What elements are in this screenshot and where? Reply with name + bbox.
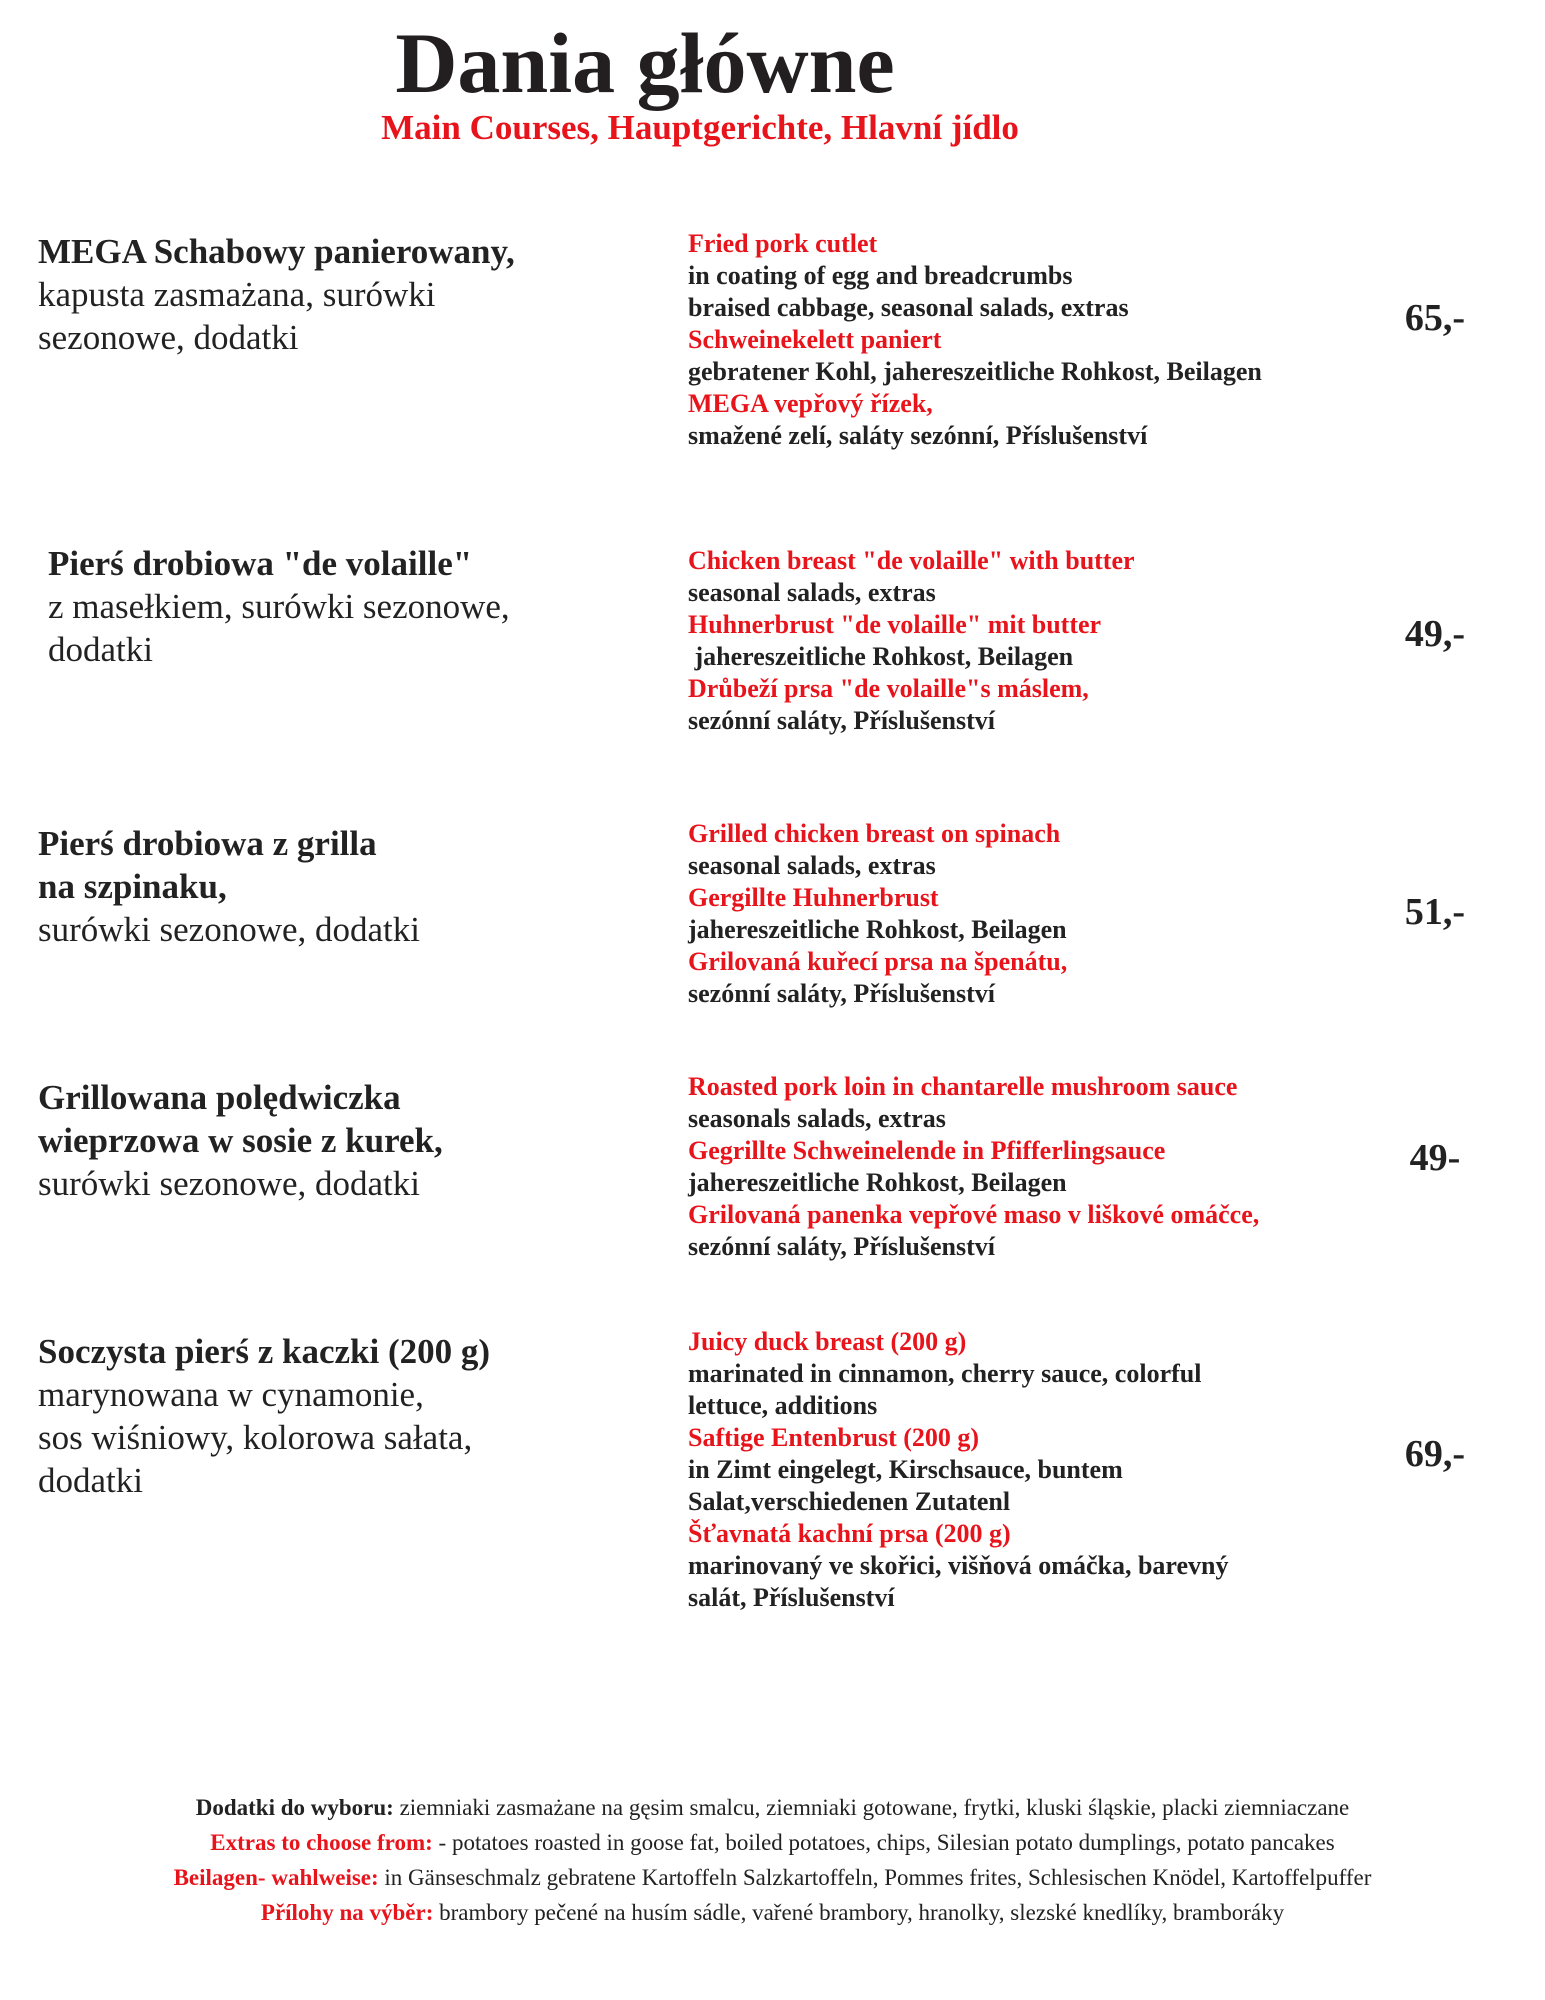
dish-name-pl-bold-line: Pierś drobiowa z grilla: [38, 824, 377, 863]
translation-name-line: Drůbeží prsa "de volaille"s máslem,: [688, 674, 1089, 703]
translation-desc-line: gebratener Kohl, jahereszeitliche Rohkost, Beilagen: [688, 357, 1262, 386]
extras-label: Extras to choose from:: [210, 1830, 433, 1855]
dish-name-pl: [38, 1076, 658, 1205]
dish-translations: [688, 228, 1328, 452]
translation-desc-line: in coating of egg and breadcrumbs: [688, 261, 1073, 290]
translation-name-line: Huhnerbrust "de volaille" mit butter: [688, 610, 1102, 639]
dish-name-pl-bold-line: MEGA Schabowy panierowany,: [38, 232, 515, 271]
dish-desc-pl-line: dodatki: [48, 630, 153, 669]
translation-desc-line: marinovaný ve skořici, višňová omáčka, barevný: [688, 1551, 1229, 1580]
dish-price: 49,-: [1404, 613, 1466, 655]
dish-name-pl-bold-line: Pierś drobiowa "de volaille": [48, 544, 473, 583]
dish-desc-pl-line: marynowana w cynamonie,: [38, 1375, 424, 1414]
dish-translations: [688, 545, 1328, 737]
dish-name-pl: [48, 542, 668, 671]
translation-desc-line: sezónní saláty, Příslušenství: [688, 1232, 995, 1261]
translation-desc-line: sezónní saláty, Příslušenství: [688, 706, 995, 735]
translation-name-line: Gergillte Huhnerbrust: [688, 883, 939, 912]
dish-price: 49-: [1409, 1137, 1461, 1179]
translation-desc-line: sezónní saláty, Příslušenství: [688, 979, 995, 1008]
dish-translations: [688, 1071, 1328, 1263]
translation-desc-line: seasonal salads, extras: [688, 578, 936, 607]
translation-name-line: Fried pork cutlet: [688, 229, 878, 258]
translation-name-line: Juicy duck breast (200 g): [688, 1327, 967, 1356]
extras-text: ziemniaki zasmażane na gęsim smalcu, ziemniaki gotowane, frytki, kluski śląskie, placki ziemniaczane: [393, 1795, 1350, 1820]
dish-name-pl: [38, 230, 658, 359]
dish-name-pl-bold-line: Soczysta pierś z kaczki (200 g): [38, 1332, 491, 1371]
translation-name-line: Šťavnatá kachní prsa (200 g): [688, 1519, 1011, 1548]
extras-label: Dodatki do wyboru:: [195, 1795, 394, 1820]
dish-desc-pl-line: z masełkiem, surówki sezonowe,: [48, 587, 510, 626]
extras-text: brambory pečené na husím sádle, vařené brambory, hranolky, slezské knedlíky, bramboráky: [433, 1900, 1285, 1925]
dish-price: 69,-: [1404, 1433, 1466, 1475]
extras-line: [0, 1860, 1545, 1895]
extras-text: in Gänseschmalz gebratene Kartoffeln Salzkartoffeln, Pommes frites, Schlesischen Knödel, Kartoffelpuffer: [378, 1865, 1372, 1890]
extras-label: Přílohy na výběr:: [260, 1900, 434, 1925]
translation-name-line: MEGA vepřový řízek,: [688, 389, 933, 418]
extras-line: [0, 1825, 1545, 1860]
dish-name-pl-bold-line: wieprzowa w sosie z kurek,: [38, 1121, 443, 1160]
translation-name-line: Roasted pork loin in chantarelle mushroom sauce: [688, 1072, 1238, 1101]
dish-desc-pl-line: kapusta zasmażana, surówki: [38, 275, 436, 314]
extras-text: - potatoes roasted in goose fat, boiled potatoes, chips, Silesian potato dumplings, potato pancakes: [432, 1830, 1335, 1855]
translation-desc-line: seasonals salads, extras: [688, 1104, 946, 1133]
page-title: Dania główne: [395, 15, 895, 111]
dish-name-pl-bold-line: Grillowana polędwiczka: [38, 1078, 401, 1117]
dish-desc-pl-line: sezonowe, dodatki: [38, 318, 299, 357]
translation-desc-line: seasonal salads, extras: [688, 851, 936, 880]
translation-desc-line: braised cabbage, seasonal salads, extras: [688, 293, 1129, 322]
dish-name-pl-bold-line: na szpinaku,: [38, 867, 227, 906]
translation-desc-line: smažené zelí, saláty sezónní, Příslušenství: [688, 421, 1148, 450]
translation-desc-line: in Zimt eingelegt, Kirschsauce, buntem: [688, 1455, 1123, 1484]
translation-name-line: Grilled chicken breast on spinach: [688, 819, 1061, 848]
translation-desc-line: salát, Příslušenství: [688, 1583, 895, 1612]
dish-desc-pl-line: surówki sezonowe, dodatki: [38, 910, 421, 949]
dish-name-pl: [38, 822, 658, 951]
dish-desc-pl-line: surówki sezonowe, dodatki: [38, 1164, 421, 1203]
dish-translations: [688, 818, 1328, 1010]
page-subtitle: Main Courses, Hauptgerichte, Hlavní jídlo: [381, 108, 1019, 147]
translation-desc-line: marinated in cinnamon, cherry sauce, colorful: [688, 1359, 1202, 1388]
dish-name-pl: [38, 1330, 658, 1502]
extras-line: [0, 1895, 1545, 1930]
translation-name-line: Chicken breast "de volaille" with butter: [688, 546, 1135, 575]
translation-name-line: Grilovaná kuřecí prsa na špenátu,: [688, 947, 1068, 976]
extras-line: [0, 1790, 1545, 1825]
translation-desc-line: Salat,verschiedenen Zutatenl: [688, 1487, 1011, 1516]
translation-desc-line: jahereszeitliche Rohkost, Beilagen: [688, 1168, 1067, 1197]
translation-name-line: Schweinekelett paniert: [688, 325, 942, 354]
extras-label: Beilagen- wahlweise:: [173, 1865, 379, 1890]
translation-name-line: Gegrillte Schweinelende in Pfifferlingsauce: [688, 1136, 1166, 1165]
translation-desc-line: lettuce, additions: [688, 1391, 878, 1420]
dish-desc-pl-line: sos wiśniowy, kolorowa sałata,: [38, 1418, 473, 1457]
dish-desc-pl-line: dodatki: [38, 1461, 143, 1500]
dish-price: 65,-: [1404, 297, 1466, 339]
translation-name-line: Grilovaná panenka vepřové maso v liškové omáčce,: [688, 1200, 1260, 1229]
extras-footer: [0, 1790, 1545, 1930]
translation-name-line: Saftige Entenbrust (200 g): [688, 1423, 980, 1452]
translation-desc-line: jahereszeitliche Rohkost, Beilagen: [688, 642, 1074, 671]
translation-desc-line: jahereszeitliche Rohkost, Beilagen: [688, 915, 1067, 944]
dish-translations: [688, 1326, 1328, 1614]
dish-price: 51,-: [1404, 891, 1466, 933]
